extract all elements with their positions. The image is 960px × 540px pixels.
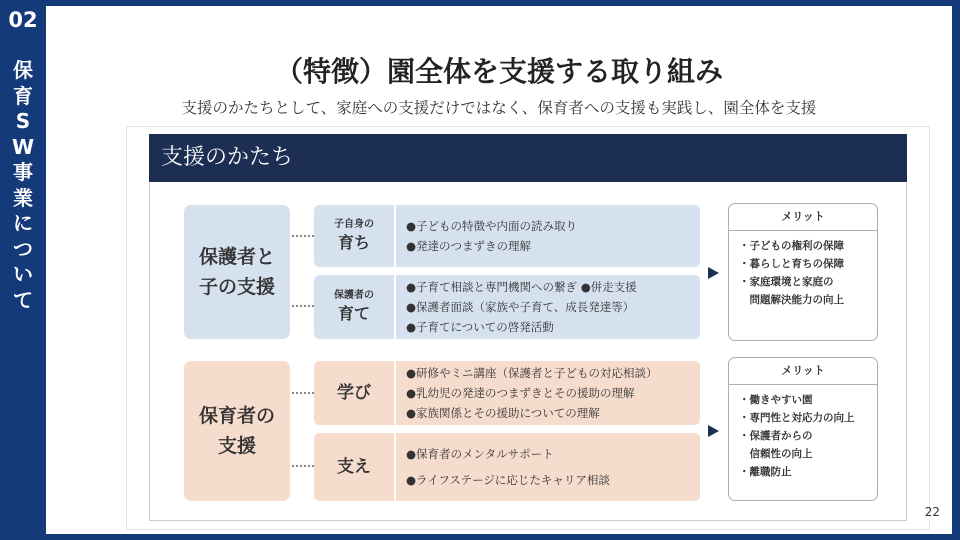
bullet-item: ●研修やミニ講座（保護者と子どもの対応相談）: [406, 366, 658, 380]
bullet-item: ●家族関係とその援助についての理解: [406, 406, 600, 420]
subitem-label-small: 子自身の: [334, 219, 374, 230]
merit-title: メリット: [729, 204, 877, 231]
merit-item: ・専門性と対応力の向上: [739, 412, 855, 424]
subitem-parenting: [314, 275, 700, 339]
subitem-label: [314, 433, 396, 501]
subitem-support: [314, 433, 700, 501]
merit-item: ・家庭環境と家庭の 問題解決能力の向上: [739, 276, 844, 306]
section-title-text: 保育SW事業について: [12, 58, 35, 312]
merit-title: メリット: [729, 358, 877, 385]
slide-panel: [46, 6, 952, 534]
subitem-label-big: 支え: [337, 457, 371, 477]
page-number: 22: [924, 505, 940, 519]
slide-subtitle: 支援のかたちとして、家庭への支援だけではなく、保育者への支援も実践し、園全体を支援: [181, 99, 817, 117]
merit-item: ・子どもの権利の保障: [739, 240, 844, 252]
bullet-item: ●乳幼児の発達のつまずきとその援助の理解: [406, 386, 635, 400]
merit-list: [729, 231, 877, 315]
merit-item: ・暮らしと育ちの保障: [739, 258, 844, 270]
bullet-list: [396, 205, 587, 267]
subitem-label: [314, 361, 396, 425]
subitem-label: [314, 275, 396, 339]
bullet-item: ●発達のつまずきの理解: [406, 239, 532, 253]
category-caregiver-support: 保育者の 支援: [184, 361, 290, 501]
merit-box-parent-child: [728, 203, 878, 341]
arrow-right-icon: [708, 267, 719, 279]
bullet-list: [396, 433, 620, 501]
figure-header: 支援のかたち: [149, 134, 907, 182]
arrow-right-icon: [708, 425, 719, 437]
subitem-label-small: 保護者の: [334, 290, 374, 301]
subitem-label-big: 育ち: [337, 233, 370, 252]
connector: [292, 392, 314, 394]
bullet-list: [396, 361, 668, 425]
merit-box-caregiver: [728, 357, 878, 501]
slide-title: （特徴）園全体を支援する取り組み: [274, 55, 723, 88]
subitem-label-big: 学び: [337, 383, 371, 403]
merit-list: [729, 385, 877, 487]
support-figure: [126, 126, 930, 530]
subitem-label: [314, 205, 396, 267]
merit-item: ・離職防止: [739, 466, 792, 478]
connector: [292, 235, 314, 237]
section-number: 02: [8, 8, 38, 32]
sidebar: [0, 0, 46, 540]
figure-body: [149, 183, 907, 521]
bullet-list: [396, 275, 647, 339]
bullet-item: ●子どもの特徴や内面の読み取り: [406, 219, 578, 233]
category-parent-child-support: 保護者と 子の支援: [184, 205, 290, 339]
subitem-child-growth: [314, 205, 700, 267]
bullet-item: ●保育者のメンタルサポート: [406, 447, 554, 461]
connector: [292, 465, 314, 467]
subitem-label-big: 育て: [337, 304, 370, 323]
bullet-item: ●ライフステージに応じたキャリア相談: [406, 473, 610, 487]
subitem-learning: [314, 361, 700, 425]
section-title: [0, 58, 46, 313]
connector: [292, 305, 314, 307]
merit-item: ・働きやすい園: [739, 394, 813, 406]
bullet-item: ●保護者面談（家族や子育て、成長発達等）: [406, 300, 635, 314]
bullet-item: ●子育てについての啓発活動: [406, 320, 554, 334]
bullet-item: ●子育て相談と専門機関への繋ぎ ●併走支援: [406, 280, 637, 294]
merit-item: ・保護者からの 信頼性の向上: [739, 430, 813, 460]
